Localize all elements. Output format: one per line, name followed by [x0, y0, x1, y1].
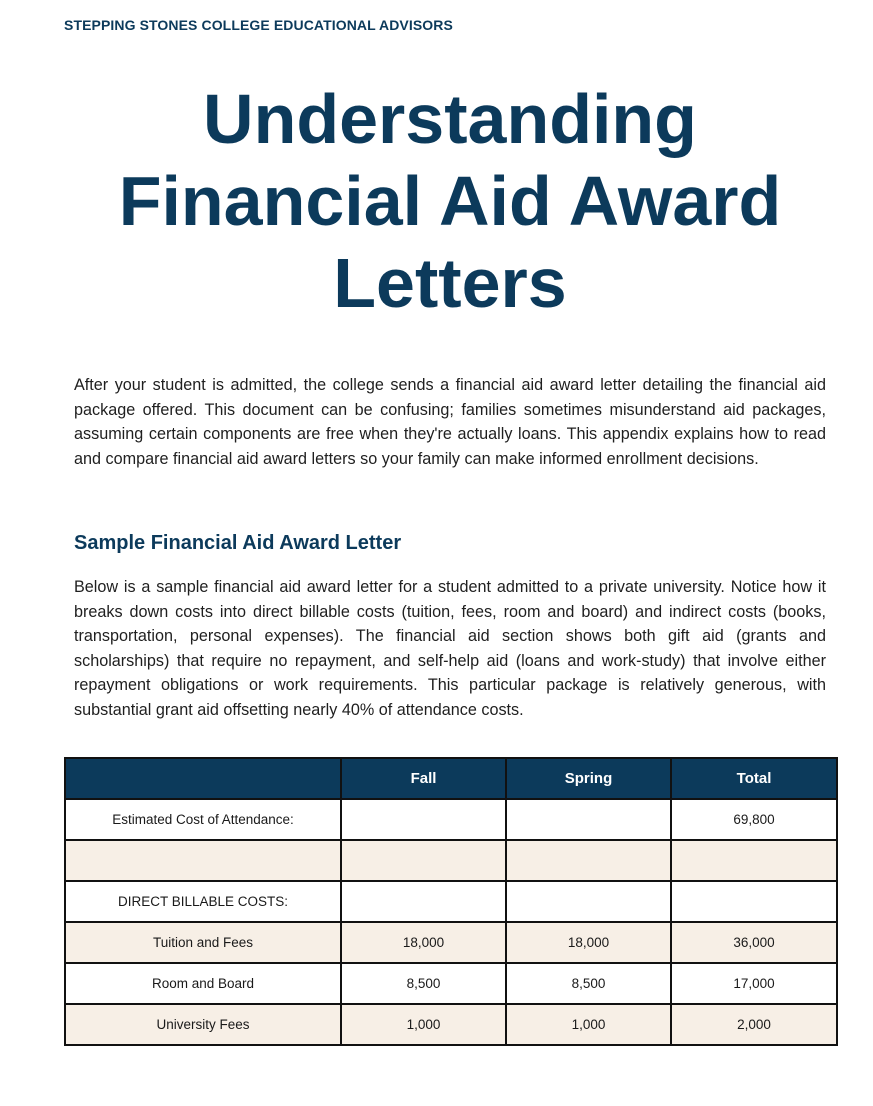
column-header-label [65, 758, 341, 799]
table-row-room-and-board [65, 963, 837, 1004]
fall-cell [341, 840, 506, 881]
total-cell: 69,800 [671, 799, 837, 840]
row-label: Room and Board [65, 963, 341, 1004]
section-heading: Sample Financial Aid Award Letter [74, 532, 402, 554]
organization-header: STEPPING STONES COLLEGE EDUCATIONAL ADVISORS [64, 17, 453, 33]
fall-cell [341, 799, 506, 840]
table-row-direct-billable-costs [65, 881, 837, 922]
row-label: University Fees [65, 1004, 341, 1045]
table-row-spacer [65, 840, 837, 881]
page-title [0, 78, 873, 324]
total-cell [671, 881, 837, 922]
spring-cell: 18,000 [506, 922, 671, 963]
table-row-university-fees [65, 1004, 837, 1045]
sample-paragraph: Below is a sample financial aid award letter for a student admitted to a private university. Notice how it breaks down costs into direct billable costs (tuition, fees, room and board) and indirect costs (books, transportation, personal expenses). The financial aid section shows both gift aid (grants and scholarships) that require no repayment, and self-help aid (loans and work-study) that involve either repayment obligations or work requirements. This particular package is relatively generous, with substantial grant aid offsetting nearly 40% of attendance costs. [74, 578, 826, 719]
column-header-fall: Fall [341, 758, 506, 799]
table-row-cost-of-attendance [65, 799, 837, 840]
row-label [65, 840, 341, 881]
total-cell: 2,000 [671, 1004, 837, 1045]
award-letter-table [64, 757, 838, 1046]
total-cell [671, 840, 837, 881]
row-label: Estimated Cost of Attendance: [65, 799, 341, 840]
fall-cell: 8,500 [341, 963, 506, 1004]
title-line-3: Letters [333, 244, 567, 322]
fall-cell [341, 881, 506, 922]
spring-cell: 8,500 [506, 963, 671, 1004]
fall-cell: 18,000 [341, 922, 506, 963]
title-line-2: Financial Aid Award [118, 162, 782, 240]
total-cell: 36,000 [671, 922, 837, 963]
row-label: DIRECT BILLABLE COSTS: [65, 881, 341, 922]
column-header-total: Total [671, 758, 837, 799]
spring-cell [506, 799, 671, 840]
spring-cell [506, 881, 671, 922]
row-label: Tuition and Fees [65, 922, 341, 963]
fall-cell: 1,000 [341, 1004, 506, 1045]
spring-cell [506, 840, 671, 881]
table-header-row [65, 758, 837, 799]
column-header-spring: Spring [506, 758, 671, 799]
spring-cell: 1,000 [506, 1004, 671, 1045]
total-cell: 17,000 [671, 963, 837, 1004]
title-line-1: Understanding [203, 80, 697, 158]
intro-paragraph: After your student is admitted, the college sends a financial aid award letter detailing the financial aid package offered. This document can be confusing; families sometimes misunderstand aid packages, assuming certain components are free when they're actually loans. This appendix explains how to read and compare financial aid award letters so your family can make informed enrollment decisions. [74, 376, 826, 468]
table-row-tuition-and-fees [65, 922, 837, 963]
